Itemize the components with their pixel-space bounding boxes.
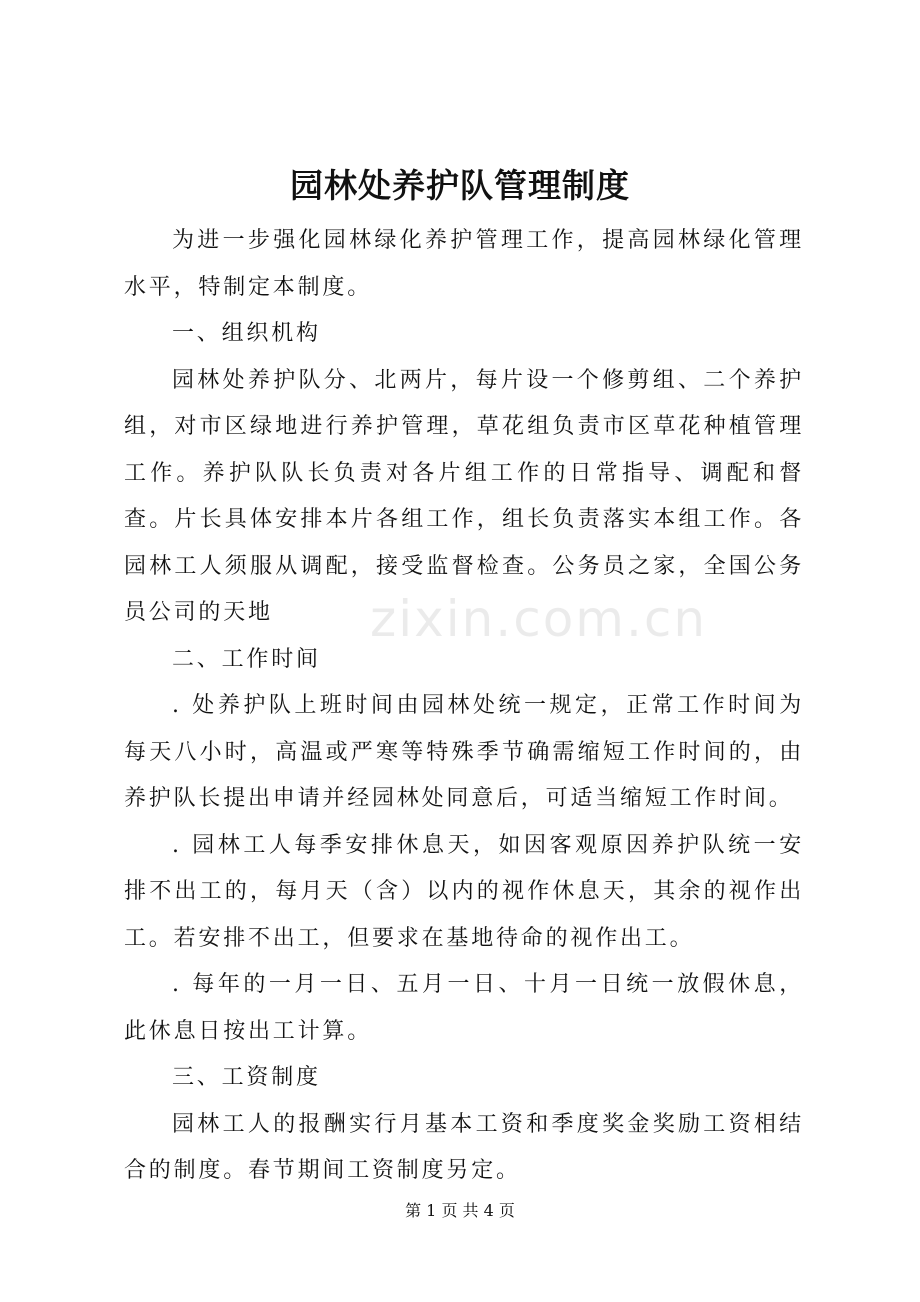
- page-footer: 第 1 页 共 4 页: [405, 1201, 515, 1220]
- document-title: 园林处养护队管理制度: [290, 166, 630, 205]
- paragraph-wage: 园林工人的报酬实行月基本工资和季度奖金奖励工资相结合的制度。春节期间工资制度另定。: [124, 1111, 804, 1183]
- section-heading-organization: 一、组织机构: [172, 321, 321, 346]
- paragraph-work-time-3: . 每年的一月一日、五月一日、十月一日统一放假休息，此休息日按出工计算。: [124, 972, 804, 1044]
- section-heading-wage: 三、工资制度: [172, 1065, 321, 1090]
- paragraph-work-time-2: . 园林工人每季安排休息天，如因客观原因养护队统一安排不出工的，每月天（含）以内的视作休息天，其余的视作出工。若安排不出工，但要求在基地待命的视作出工。: [124, 832, 804, 951]
- paragraph-intro: 为进一步强化园林绿化养护管理工作，提高园林绿化管理水平，特制定本制度。: [124, 228, 804, 300]
- watermark: zixin.com.cn: [370, 590, 708, 648]
- section-heading-work-time: 二、工作时间: [172, 646, 321, 672]
- paragraph-work-time-1: . 处养护队上班时间由园林处统一规定，正常工作时间为每天八小时，高温或严寒等特殊季节确需缩短工作时间的，由养护队长提出申请并经园林处同意后，可适当缩短工作时间。: [124, 693, 804, 811]
- document-body: [124, 218, 804, 1195]
- paragraph-organization: 园林处养护队分、北两片，每片设一个修剪组、二个养护组，对市区绿地进行养护管理，草花组负责市区草花种植管理工作。养护队队长负责对各片组工作的日常指导、调配和督查。片长具体安排本片各组工作，组长负责落实本组工作。各园林工人须服从调配，接受监督检查。公务员之家，全国公务员公司的天地: [124, 367, 804, 625]
